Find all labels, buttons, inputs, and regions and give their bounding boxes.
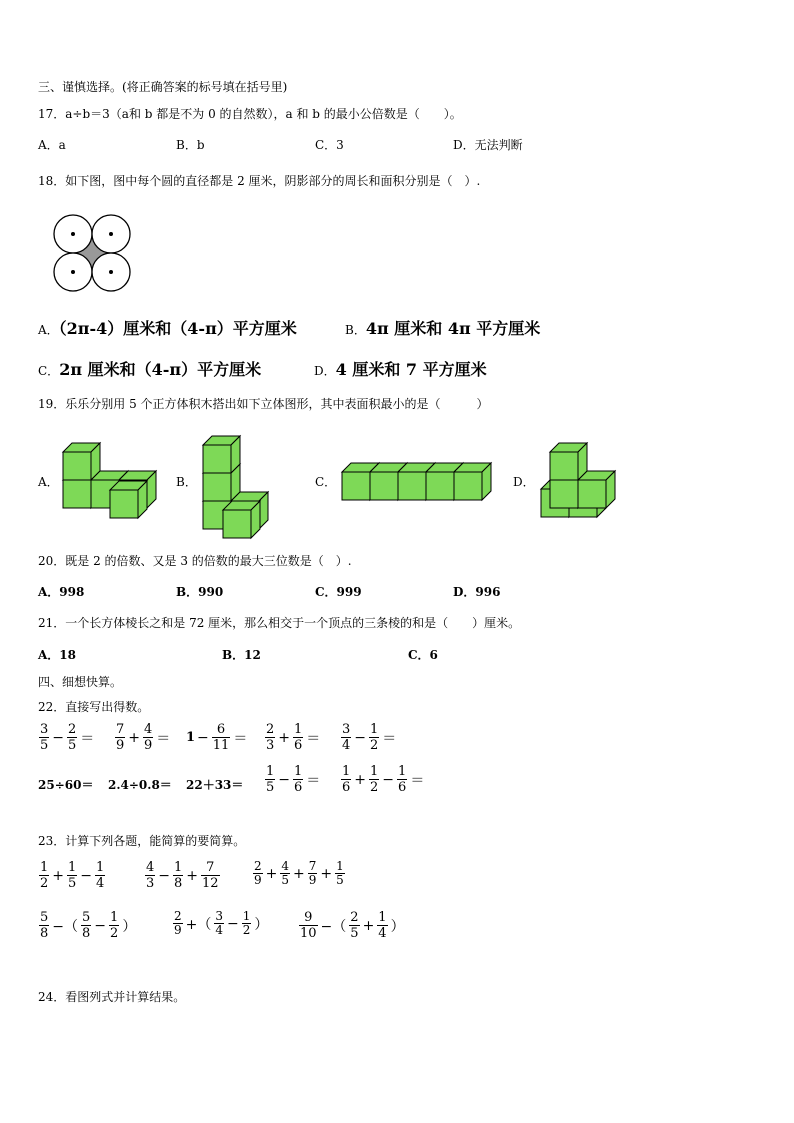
q21-stem: 21．一个长方体棱长之和是 72 厘米，那么相交于一个顶点的三条棱的和是（ ）厘米。: [38, 616, 521, 630]
q21-option-c[interactable]: C．6: [408, 648, 438, 662]
cube: [63, 443, 100, 480]
section-title: 四、细想快算。: [38, 675, 123, 689]
q18-stem: 18．如下图，图中每个圆的直径都是 2 厘米，阴影部分的周长和面积分别是（ ）.: [38, 174, 481, 188]
q17-option-a[interactable]: A．a: [38, 138, 66, 152]
four-circles-figure: [50, 213, 136, 295]
cube: [578, 471, 615, 508]
q23-expr-3: $\frac{2}{9}$ + $\frac{4}{5}$ + $\frac{7}{9}$ + $\frac{1}{5}$: [254, 859, 344, 887]
cube: [454, 463, 491, 500]
q22-expr-1: $\frac{3}{5}$ − $\frac{2}{5}$ ＝: [40, 722, 95, 753]
q22-expr-3: 1 − $\frac{6}{11}$ ＝: [186, 722, 248, 753]
q18-option-d[interactable]: D．4 厘米和 7 平方厘米: [314, 360, 487, 379]
q22-expr-2: $\frac{7}{9}$ + $\frac{4}{9}$ ＝: [116, 722, 171, 753]
cube: [110, 481, 147, 518]
q21-option-a[interactable]: A．18: [38, 648, 77, 662]
q22-expr-5: $\frac{3}{4}$ − $\frac{1}{2}$ ＝: [342, 722, 397, 753]
q23-expr-2: $\frac{4}{3}$ − $\frac{1}{8}$ + $\frac{7}{12}$: [146, 860, 219, 891]
q22-stem: 22．直接写出得数。: [38, 700, 150, 714]
cube: [550, 443, 587, 480]
cube-figure-d: [538, 442, 618, 522]
q19-option-a[interactable]: A．: [38, 475, 59, 489]
cube: [223, 501, 260, 538]
q19-stem: 19．乐乐分别用 5 个正方体积木搭出如下立体图形，其中表面积最小的是（ ）: [38, 397, 489, 411]
q23-expr-1: $\frac{1}{2}$ + $\frac{1}{5}$ − $\frac{1}{4}$: [40, 860, 105, 891]
q18-option-a[interactable]: A．（2π-4）厘米和（4-π）平方厘米: [38, 319, 297, 338]
q24-stem: 24．看图列式并计算结果。: [38, 990, 186, 1004]
q22-expr-10: $\frac{1}{6}$ + $\frac{1}{2}$ − $\frac{1}{6}$ ＝: [342, 764, 425, 795]
q21-option-b[interactable]: B．12: [222, 648, 261, 662]
cube-figure-c: [338, 460, 498, 504]
cube: [203, 436, 240, 473]
q22-expr-6: 25÷60＝: [38, 778, 94, 792]
q17-option-b[interactable]: B．b: [176, 138, 205, 152]
q22-expr-9: $\frac{1}{5}$ − $\frac{1}{6}$ ＝: [266, 764, 321, 795]
q19-option-d[interactable]: D．: [513, 475, 535, 489]
q17-option-d[interactable]: D．无法判断: [453, 138, 523, 152]
q20-option-d[interactable]: D．996: [453, 585, 501, 599]
q22-expr-7: 2.4÷0.8＝: [108, 778, 172, 792]
q20-option-c[interactable]: C．999: [315, 585, 362, 599]
q23-expr-5: $\frac{2}{9}$ +（ $\frac{3}{4}$ − $\frac{1}{2}$ ）: [174, 909, 269, 937]
q23-stem: 23．计算下列各题，能简算的要简算。: [38, 834, 246, 848]
section-title: 三、谨慎选择。(将正确答案的标号填在括号里): [38, 80, 288, 94]
cube-figure-b: [198, 426, 278, 542]
q18-option-b[interactable]: B．4π 厘米和 4π 平方厘米: [345, 319, 541, 338]
q19-option-c[interactable]: C．: [315, 475, 337, 489]
q22-expr-4: $\frac{2}{3}$ + $\frac{1}{6}$ ＝: [266, 722, 321, 753]
q23-expr-4: $\frac{5}{8}$ −（ $\frac{5}{8}$ − $\frac{1}{2}$ ）: [40, 910, 137, 941]
q22-expr-8: 22＋33＝: [186, 778, 244, 792]
q20-option-a[interactable]: A．998: [38, 585, 85, 599]
q20-stem: 20．既是 2 的倍数、又是 3 的倍数的最大三位数是（ ）.: [38, 554, 352, 568]
q18-option-c[interactable]: C．2π 厘米和（4-π）平方厘米: [38, 360, 262, 379]
cube-figure-a: [60, 440, 160, 520]
q23-expr-6: $\frac{9}{10}$ −（ $\frac{2}{5}$ + $\frac{1}{4}$ ）: [300, 910, 405, 941]
q17-option-c[interactable]: C．3: [315, 138, 344, 152]
q20-option-b[interactable]: B．990: [176, 585, 224, 599]
q17-stem: 17．a÷b＝3（a和 b 都是不为 0 的自然数），a 和 b 的最小公倍数是（ ）。: [38, 107, 462, 121]
q19-option-b[interactable]: B．: [176, 475, 197, 489]
